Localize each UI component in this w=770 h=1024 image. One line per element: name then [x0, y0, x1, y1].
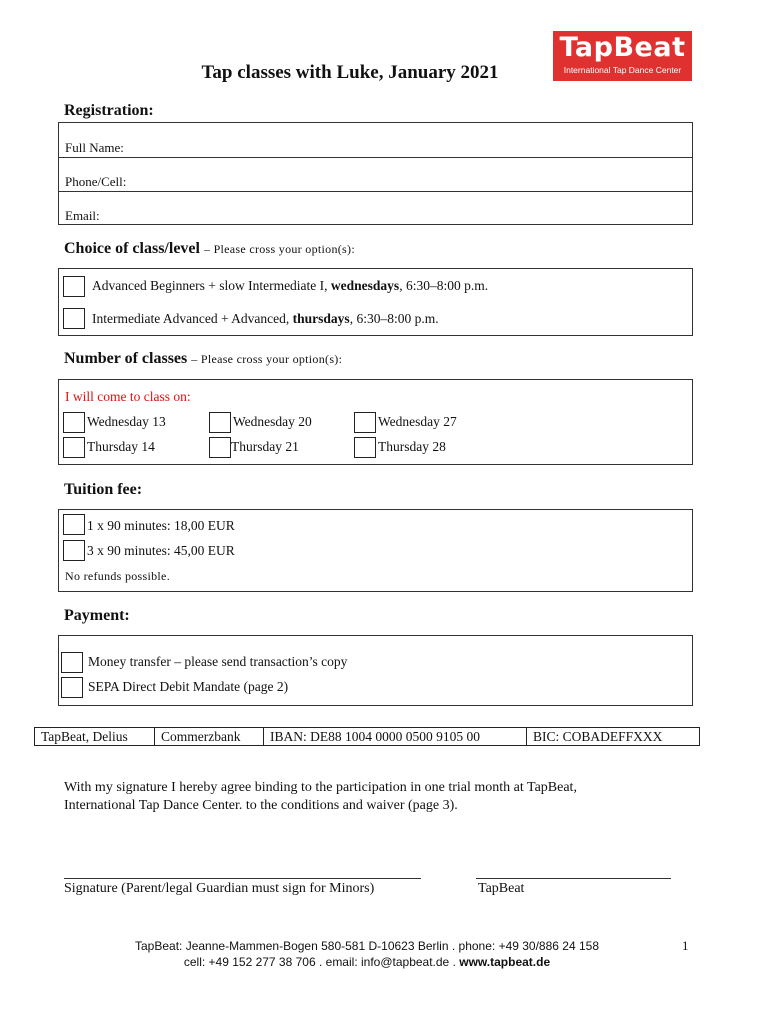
thursday-28-checkbox[interactable] — [354, 437, 376, 458]
signature-label: Signature (Parent/legal Guardian must sign for Minors) — [64, 881, 375, 896]
bic: BIC: COBADEFFXXX — [527, 728, 700, 746]
tuition-3x-label: 3 x 90 minutes: 45,00 EUR — [87, 543, 235, 558]
page-title: Tap classes with Luke, January 2021 — [201, 62, 499, 83]
account-holder: TapBeat, Delius — [35, 728, 155, 746]
footer-address: TapBeat: Jeanne-Mammen-Bogen 580-581 D-10623 Berlin . phone: +49 30/886 24 158 — [135, 939, 599, 953]
tuition-1x-label: 1 x 90 minutes: 18,00 EUR — [87, 518, 235, 533]
phone-field[interactable]: Phone/Cell: — [65, 174, 127, 189]
class-option-1-checkbox[interactable] — [63, 276, 85, 297]
tuition-3x-checkbox[interactable] — [63, 540, 85, 561]
tuition-box — [58, 509, 693, 592]
page-number: 1 — [682, 938, 689, 953]
class-choice-title: Choice of class/level — [64, 240, 200, 257]
num-classes-title: Number of classes — [64, 350, 188, 367]
num-classes-note: – Please cross your option(s): — [191, 352, 343, 366]
registration-heading: Registration: — [64, 102, 154, 119]
tapbeat-signature-line[interactable] — [476, 878, 671, 879]
sepa-label: SEPA Direct Debit Mandate (page 2) — [88, 679, 289, 694]
table-row — [35, 728, 700, 746]
class-option-2-checkbox[interactable] — [63, 308, 85, 329]
wednesday-13-checkbox[interactable] — [63, 412, 85, 433]
class-intro-text: I will come to class on: — [65, 389, 191, 404]
refund-note: No refunds possible. — [65, 569, 170, 583]
agreement-line-1: With my signature I hereby agree binding to the participation in one trial month at TapBeat, — [64, 780, 577, 795]
logo-tagline: International Tap Dance Center — [563, 65, 682, 75]
num-classes-heading — [64, 350, 342, 368]
class-choice-heading — [64, 240, 355, 258]
iban: IBAN: DE88 1004 0000 0500 9105 00 — [264, 728, 527, 746]
agreement-line-2: International Tap Dance Center. to the conditions and waiver (page 3). — [64, 798, 458, 813]
website-link[interactable]: www.tapbeat.de — [459, 955, 551, 969]
bank-name: Commerzbank — [155, 728, 264, 746]
wednesday-13-label: Wednesday 13 — [87, 414, 166, 429]
wednesday-27-label: Wednesday 27 — [378, 414, 457, 429]
class-option-1-label: Advanced Beginners + slow Intermediate I, wednesdays, 6:30–8:00 p.m. — [92, 278, 489, 293]
bank-details-table — [34, 727, 700, 746]
payment-heading: Payment: — [64, 607, 130, 624]
money-transfer-checkbox[interactable] — [61, 652, 83, 673]
thursday-21-label: Thursday 21 — [231, 439, 299, 454]
class-choice-box — [58, 268, 693, 336]
class-option-2-label: Intermediate Advanced + Advanced, thursdays, 6:30–8:00 p.m. — [92, 311, 439, 326]
wednesday-20-checkbox[interactable] — [209, 412, 231, 433]
tuition-heading: Tuition fee: — [64, 481, 143, 498]
thursday-14-label: Thursday 14 — [87, 439, 155, 454]
wednesday-20-label: Wednesday 20 — [233, 414, 312, 429]
thursday-14-checkbox[interactable] — [63, 437, 85, 458]
registration-box — [58, 122, 693, 225]
tuition-1x-checkbox[interactable] — [63, 514, 85, 535]
tapbeat-logo — [553, 31, 692, 81]
thursday-28-label: Thursday 28 — [378, 439, 446, 454]
money-transfer-label: Money transfer – please send transaction’s copy — [88, 654, 348, 669]
thursday-21-checkbox[interactable] — [209, 437, 231, 458]
class-choice-note: – Please cross your option(s): — [203, 242, 355, 256]
footer-contact: cell: +49 152 277 38 706 . email: info@tapbeat.de . www.tapbeat.de — [183, 955, 551, 969]
num-classes-box — [58, 379, 693, 465]
tapbeat-signature-label: TapBeat — [478, 881, 525, 896]
full-name-field[interactable]: Full Name: — [65, 140, 124, 155]
sepa-checkbox[interactable] — [61, 677, 83, 698]
logo-name: TapBeat — [559, 32, 686, 63]
signature-line[interactable] — [64, 878, 421, 879]
payment-box — [58, 635, 693, 706]
wednesday-27-checkbox[interactable] — [354, 412, 376, 433]
email-field[interactable]: Email: — [65, 208, 100, 223]
